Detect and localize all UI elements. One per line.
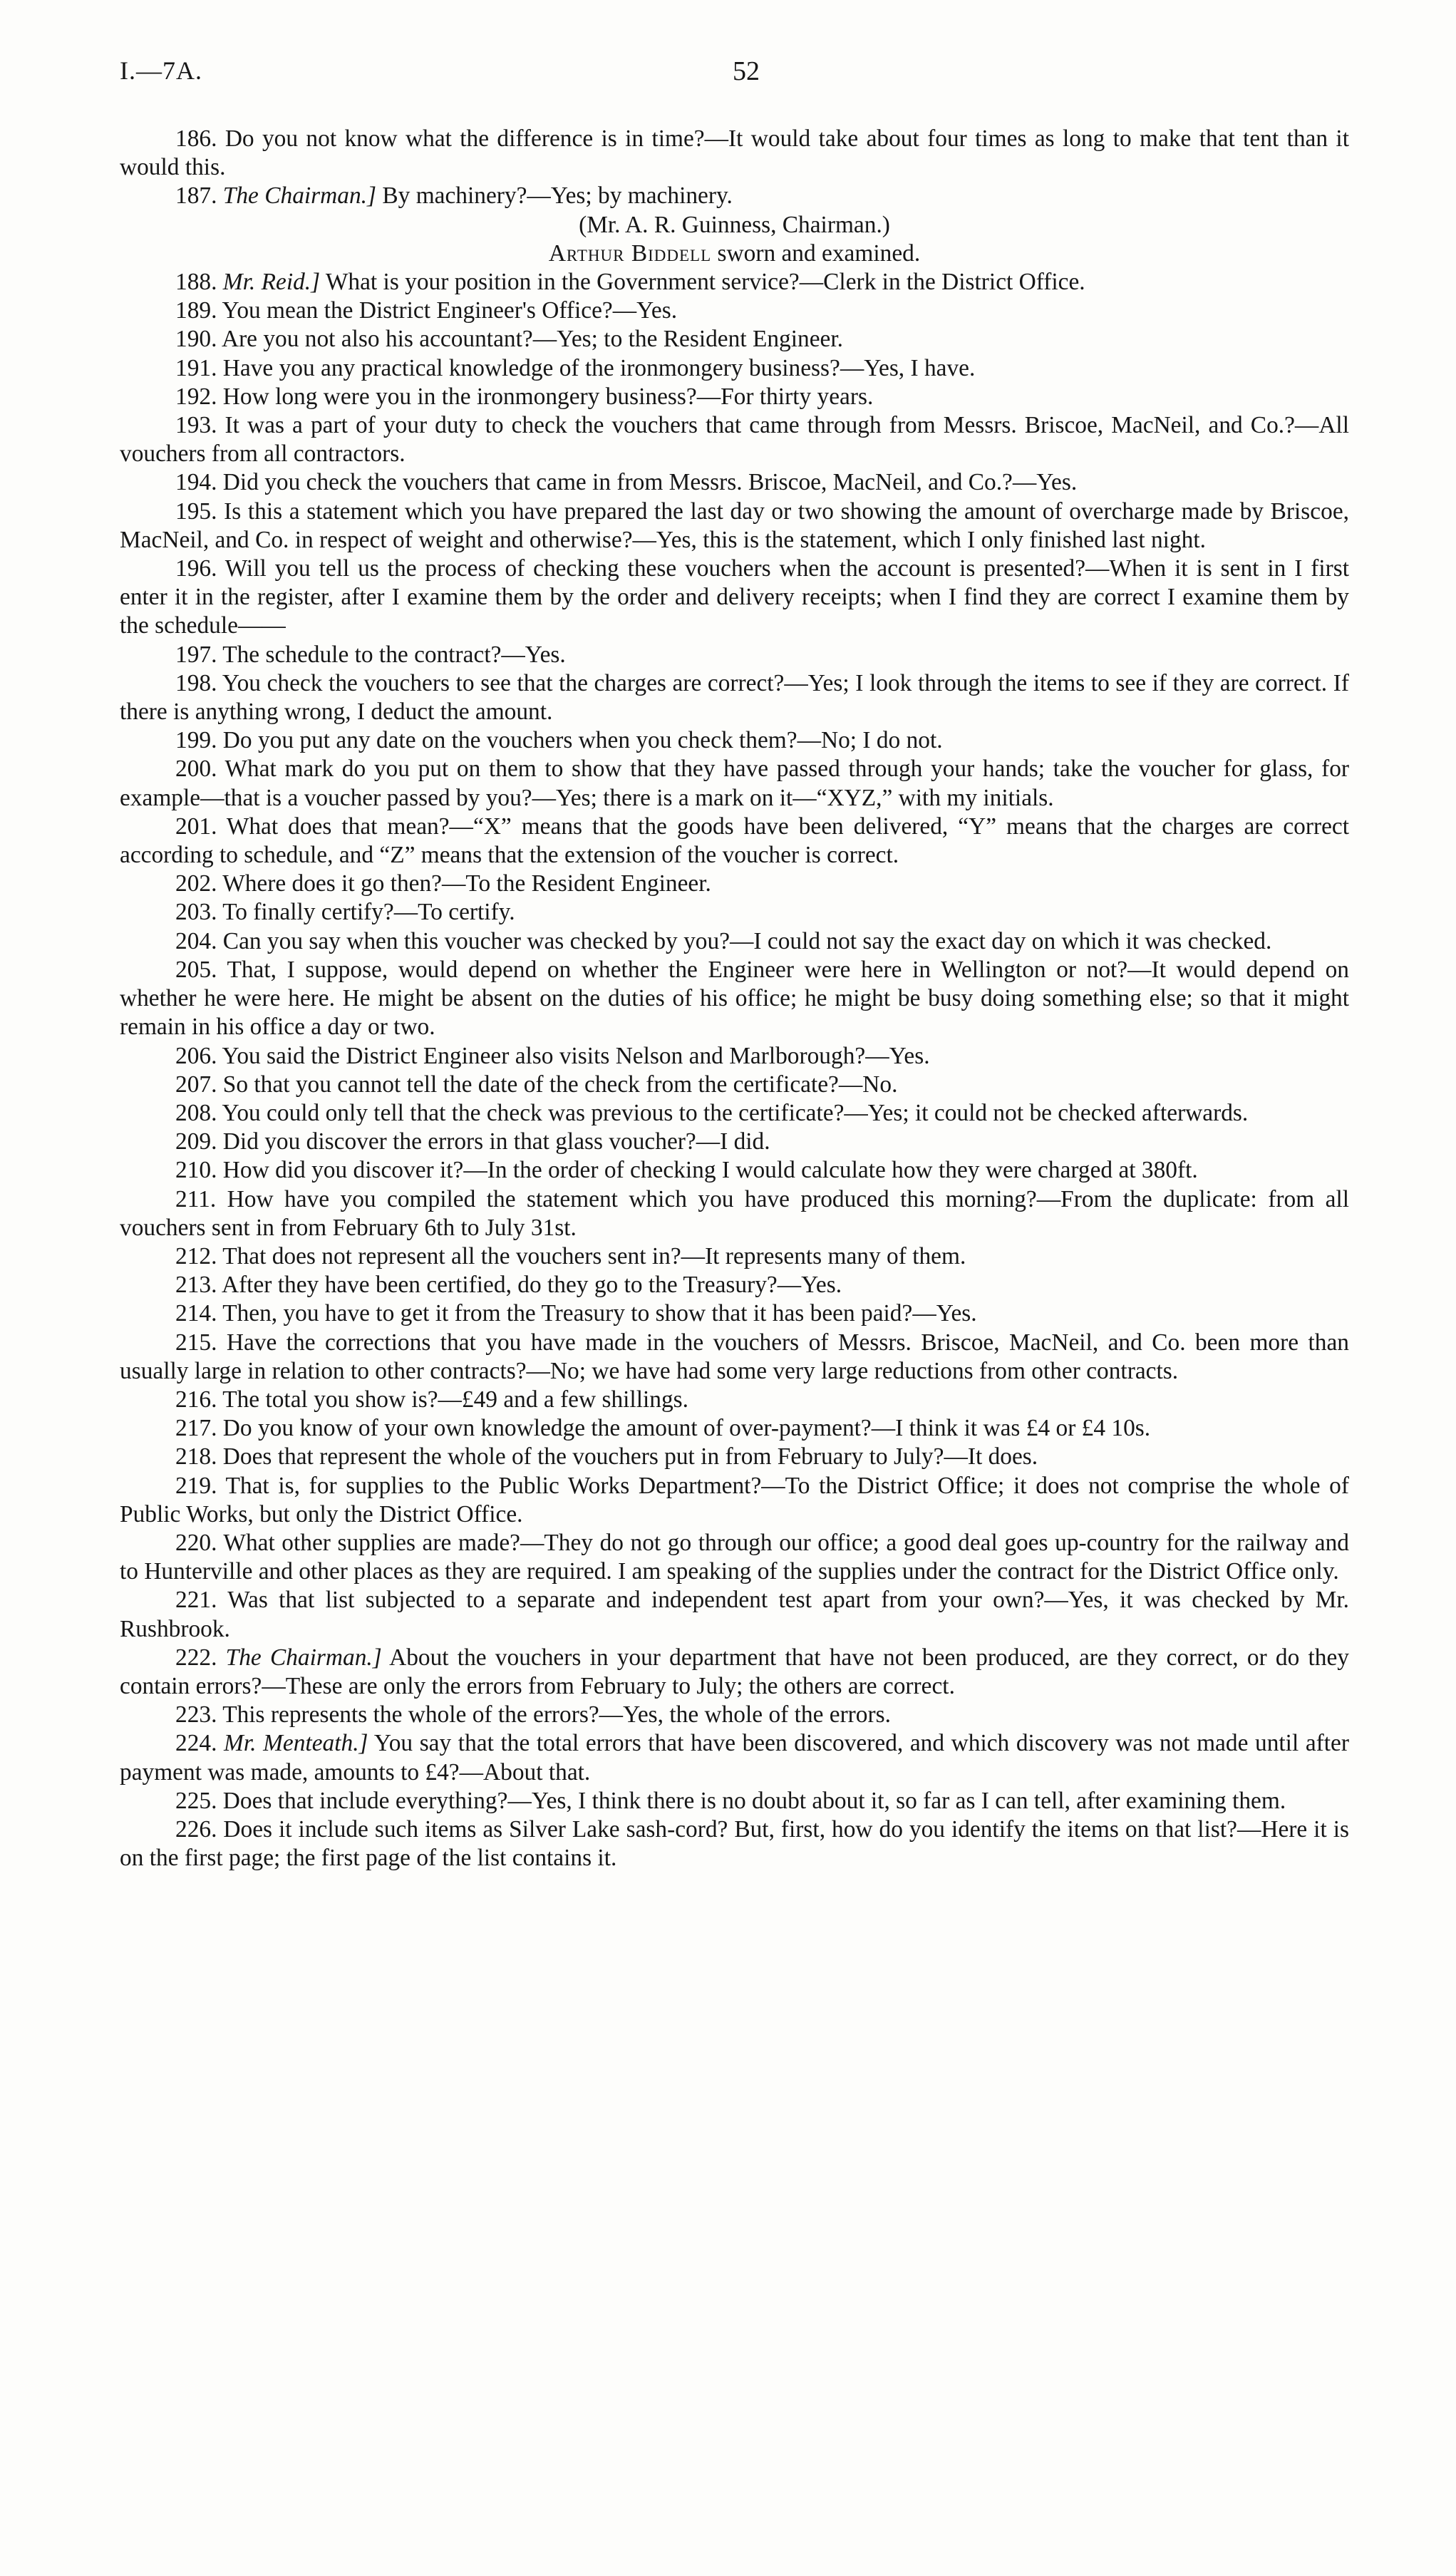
question-text: Is this a statement which you have prepared the last day or two showing the amount of overcharge made by Briscoe, MacNeil, and Co. in respect of weight and otherwise?—Yes, this is the statement, which I only finished last night. — [120, 498, 1349, 553]
witness-name: Arthur Biddell — [548, 239, 712, 267]
question-text: How have you compiled the statement which you have produced this morning?—From the duplicate: from all vouchers sent in from February 6th to July 31st. — [120, 1185, 1349, 1241]
question-text: After they have been certified, do they go to the Treasury?—Yes. — [221, 1272, 842, 1299]
question-number: 195. — [175, 498, 217, 525]
question-entry — [120, 498, 1349, 555]
question-entry — [120, 297, 1349, 325]
question-number: 190. — [175, 326, 217, 353]
question-number: 210. — [175, 1157, 217, 1184]
question-number: 214. — [175, 1300, 217, 1327]
question-entry — [120, 1701, 1349, 1729]
question-entry — [120, 125, 1349, 182]
question-entry — [120, 1472, 1349, 1529]
question-entry — [120, 641, 1349, 669]
question-number: 211. — [175, 1185, 217, 1212]
question-number: 192. — [175, 383, 217, 410]
speaker: The Chairman.] — [225, 1644, 382, 1671]
question-entry — [120, 1042, 1349, 1071]
question-text: Then, you have to get it from the Treasury to show that it has been paid?—Yes. — [222, 1300, 977, 1327]
question-text: You check the vouchers to see that the charges are correct?—Yes; I look through the items to see if they are correct. If there is anything wrong, I deduct the amount. — [120, 669, 1349, 726]
question-entry — [120, 813, 1349, 870]
question-number: 215. — [175, 1329, 217, 1356]
question-number: 220. — [175, 1529, 217, 1556]
question-entry — [120, 1443, 1349, 1471]
question-entry — [120, 1185, 1349, 1242]
question-entry — [120, 956, 1349, 1042]
speaker: Mr. Reid.] — [222, 269, 321, 296]
question-text: This represents the whole of the errors?—Yes, the whole of the errors. — [222, 1701, 891, 1729]
center-text: sworn and examined. — [717, 239, 921, 267]
question-text: About the vouchers in your department that have not been produced, are they correct, or do they contain errors?—These are only the errors from February to July; the others are correct. — [120, 1644, 1349, 1699]
question-entry — [120, 325, 1349, 354]
question-entry — [120, 726, 1349, 755]
question-text: The total you show is?—£49 and a few shillings. — [222, 1386, 688, 1413]
question-text: How long were you in the ironmongery business?—For thirty years. — [222, 383, 874, 410]
question-text: It was a part of your duty to check the vouchers that came through from Messrs. Briscoe, MacNeil, and Co.?—All vouchers from all contractors. — [120, 412, 1349, 468]
question-number: 189. — [175, 297, 217, 324]
question-text: Does that include everything?—Yes, I think there is no doubt about it, so far as I can tell, after examining them. — [222, 1787, 1286, 1814]
question-text: How did you discover it?—In the order of checking I would calculate how they were charged at 380ft. — [222, 1157, 1198, 1184]
question-text: By machinery?—Yes; by machinery. — [382, 182, 733, 210]
question-number: 221. — [175, 1587, 217, 1614]
question-text: You mean the District Engineer's Office?—Yes. — [222, 297, 678, 324]
question-number: 204. — [175, 927, 217, 954]
page-number: 52 — [733, 56, 760, 86]
question-number: 224. — [175, 1730, 217, 1757]
question-entry — [120, 1787, 1349, 1815]
question-text: Did you discover the errors in that glass voucher?—I did. — [222, 1128, 770, 1155]
chairman-note — [120, 211, 1349, 239]
question-text: Do you know of your own knowledge the amount of over-payment?—I think it was £4 or £4 10s. — [222, 1415, 1151, 1442]
question-text: The schedule to the contract?—Yes. — [222, 641, 566, 668]
question-text: Do you not know what the difference is in time?—It would take about four times as long to make that tent than it would this. — [120, 125, 1349, 181]
question-number: 203. — [175, 899, 217, 926]
question-entry — [120, 1644, 1349, 1701]
question-text: Are you not also his accountant?—Yes; to the Resident Engineer. — [221, 326, 843, 353]
question-text: To finally certify?—To certify. — [222, 899, 515, 926]
question-text: Have you any practical knowledge of the ironmongery business?—Yes, I have. — [222, 354, 976, 381]
question-text: So that you cannot tell the date of the check from the certificate?—No. — [222, 1071, 898, 1098]
speaker: The Chairman.] — [222, 182, 377, 210]
question-text: Can you say when this voucher was checked by you?—I could not say the exact day on which it was checked. — [222, 927, 1272, 954]
question-entry — [120, 870, 1349, 898]
question-text: What other supplies are made?—They do not go through our office; a good deal goes up-country for the railway and to Hunterville and other places as they are required. I am speaking of the supplies under the contract for the District Office only. — [120, 1529, 1350, 1585]
question-entry — [120, 1586, 1349, 1643]
question-entry — [120, 1529, 1349, 1586]
question-entry — [120, 383, 1349, 411]
question-entry — [120, 898, 1349, 927]
question-entry — [120, 268, 1349, 297]
question-entry — [120, 1128, 1349, 1156]
question-entry — [120, 1299, 1349, 1328]
question-entry — [120, 468, 1349, 497]
question-text: Does that represent the whole of the vouchers put in from February to July?—It does. — [222, 1443, 1038, 1470]
question-number: 206. — [175, 1042, 217, 1069]
question-text: You say that the total errors that have been discovered, and which discovery was not made until after payment was made, amounts to £4?—About that. — [120, 1730, 1349, 1786]
page-header — [120, 56, 1349, 98]
question-number: 186. — [175, 125, 217, 152]
question-number: 196. — [175, 555, 217, 582]
question-number: 223. — [175, 1701, 217, 1729]
question-text: Do you put any date on the vouchers when you check them?—No; I do not. — [222, 727, 943, 754]
question-number: 208. — [175, 1099, 217, 1126]
question-number: 200. — [175, 756, 217, 783]
question-text: What is your position in the Government service?—Clerk in the District Office. — [325, 269, 1085, 296]
question-entry — [120, 1242, 1349, 1271]
question-number: 191. — [175, 354, 217, 381]
center-text: (Mr. A. R. Guinness, Chairman.) — [579, 211, 890, 238]
question-text: Where does it go then?—To the Resident Engineer. — [222, 870, 711, 897]
question-number: 202. — [175, 870, 217, 897]
question-number: 205. — [175, 956, 217, 983]
question-text: What does that mean?—“X” means that the goods have been delivered, “Y” means that the charges are correct according to schedule, and “Z” means that the extension of the voucher is correct. — [120, 813, 1349, 869]
question-text: That, I suppose, would depend on whether the Engineer were here in Wellington or not?—It would depend on whether he were here. He might be absent on the duties of his office; he might be busy doing something else; so that it might remain in his office a day or two. — [120, 956, 1349, 1041]
question-number: 199. — [175, 727, 217, 754]
question-number: 217. — [175, 1415, 217, 1442]
question-text: That is, for supplies to the Public Works Department?—To the District Office; it does not comprise the whole of Public Works, but only the District Office. — [120, 1472, 1349, 1527]
question-number: 194. — [175, 469, 217, 496]
witness-line — [120, 239, 1349, 268]
question-text: You could only tell that the check was previous to the certificate?—Yes; it could not be checked afterwards. — [222, 1099, 1249, 1126]
question-text: You said the District Engineer also visits Nelson and Marlborough?—Yes. — [222, 1042, 930, 1069]
question-number: 219. — [175, 1472, 217, 1499]
question-entry — [120, 1156, 1349, 1185]
question-entry — [120, 1729, 1349, 1786]
question-entry — [120, 354, 1349, 383]
question-text: Will you tell us the process of checking these vouchers when the account is presented?—When it is sent in I first enter it in the register, after I examine them by the order and delivery receipts; when I find they are correct I examine them by the schedule—— — [120, 555, 1349, 639]
question-text: Does it include such items as Silver Lake sash-cord? But, first, how do you identify the items on that list?—Here it is on the first page; the first page of the list contains it. — [120, 1815, 1349, 1872]
question-text: Was that list subjected to a separate and independent test apart from your own?—Yes, it was checked by Mr. Rushbrook. — [120, 1587, 1349, 1642]
question-number: 226. — [175, 1815, 217, 1843]
question-number: 198. — [175, 669, 217, 696]
question-number: 225. — [175, 1787, 217, 1814]
question-entry — [120, 411, 1349, 468]
speaker: Mr. Menteath.] — [224, 1730, 368, 1757]
question-text: That does not represent all the vouchers sent in?—It represents many of them. — [222, 1242, 966, 1269]
document-reference: I.—7A. — [120, 56, 202, 85]
question-number: 212. — [175, 1242, 217, 1269]
question-entry — [120, 555, 1349, 641]
question-number: 218. — [175, 1443, 217, 1470]
question-number: 187. — [175, 182, 217, 210]
question-number: 201. — [175, 813, 217, 840]
question-entry — [120, 1414, 1349, 1443]
question-number: 222. — [175, 1644, 217, 1671]
question-entry — [120, 1815, 1349, 1872]
question-entry — [120, 182, 1349, 210]
question-number: 216. — [175, 1386, 217, 1413]
question-entry — [120, 1071, 1349, 1099]
document-body — [120, 125, 1349, 1872]
question-entry — [120, 927, 1349, 956]
question-number: 213. — [175, 1272, 217, 1299]
question-entry — [120, 1099, 1349, 1128]
question-entry — [120, 755, 1349, 812]
question-number: 193. — [175, 412, 217, 439]
question-text: Have the corrections that you have made in the vouchers of Messrs. Briscoe, MacNeil, and Co. been more than usually large in relation to other contracts?—No; we have had some very large reductions from other contracts. — [120, 1329, 1349, 1384]
question-entry — [120, 669, 1349, 726]
question-number: 207. — [175, 1071, 217, 1098]
question-text: Did you check the vouchers that came in from Messrs. Briscoe, MacNeil, and Co.?—Yes. — [222, 469, 1078, 496]
question-entry — [120, 1271, 1349, 1299]
question-text: What mark do you put on them to show that they have passed through your hands; take the voucher for glass, for example—that is a voucher passed by you?—Yes; there is a mark on it—“XYZ,” with my initials. — [120, 756, 1350, 811]
question-entry — [120, 1329, 1349, 1386]
question-entry — [120, 1386, 1349, 1414]
question-number: 209. — [175, 1128, 217, 1155]
question-number: 197. — [175, 641, 217, 668]
question-number: 188. — [175, 269, 217, 296]
